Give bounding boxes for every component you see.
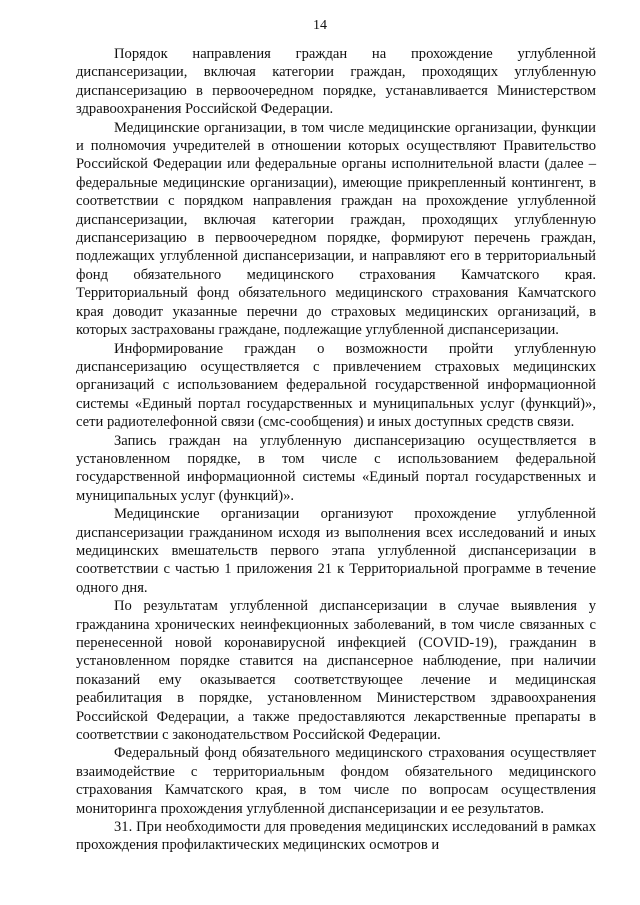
paragraph-item-31: 31. При необходимости для проведения медицинских исследований в рамках прохождения профилактических медицинских осмотров и [76, 819, 596, 854]
paragraph-medical-organizations-list: Медицинские организации, в том числе медицинские организации, функции и полномочия учредителей в отношении которых осуществляют Правительство Российской Федерации или федеральные органы исполнительной власти (далее – федеральные медицинские организации), имеющие прикрепленный контингент, в соответствии с порядком направления граждан на прохождение углубленной диспансеризации, включая категории граждан, проходящих углубленную диспансеризацию в первоочередном порядке, формируют перечень граждан, подлежащих углубленной диспансеризации, и направляют его в территориальный фонд обязательного медицинского страхования Камчатского края. Территориальный фонд обязательного медицинского страхования Камчатского края доводит указанные перечни до страховых медицинских организаций, в которых застрахованы граждане, подлежащие углубленной диспансеризации. [76, 119, 596, 339]
paragraph-referral-procedure: Порядок направления граждан на прохождение углубленной диспансеризации, включая категории граждан, проходящих углубленную диспансеризацию в первоочередном порядке, устанавливается Министерством здравоохранения Российской Федерации. [76, 46, 596, 118]
paragraph-federal-fund-monitoring: Федеральный фонд обязательного медицинского страхования осуществляет взаимодействие с территориальным фондом обязательного медицинского страхования Камчатского края, в том числе по вопросам осуществления мониторинга прохождения углубленной диспансеризации и ее результатов. [76, 745, 596, 817]
paragraph-informing-citizens: Информирование граждан о возможности пройти углубленную диспансеризацию осуществляется с привлечением страховых медицинских организаций с использованием федеральной государственной информационной системы «Единый портал государственных и муниципальных услуг (функций)», сети радиотелефонной связи (смс-сообщения) и иных доступных средств связи. [76, 340, 596, 431]
page-number: 14 [313, 18, 327, 33]
document-body [76, 45, 596, 855]
paragraph-one-day-examination: Медицинские организации организуют прохождение углубленной диспансеризации гражданином исходя из выполнения всех исследований и иных медицинских вмешательств первого этапа углубленной диспансеризации в соответствии с частью 1 приложения 21 к Территориальной программе в течение одного дня. [76, 506, 596, 596]
paragraph-results-follow-up: По результатам углубленной диспансеризации в случае выявления у гражданина хронических неинфекционных заболеваний, в том числе связанных с перенесенной новой коронавирусной инфекцией (COVID-19), гражданин в установленном порядке ставится на диспансерное наблюдение, при наличии показаний ему оказывается соответствующее лечение и медицинская реабилитация в порядке, установленном Министерством здравоохранения Российской Федерации, а также предоставляются лекарственные препараты в соответствии с законодательством Российской Федерации. [76, 598, 596, 744]
paragraph-registration: Запись граждан на углубленную диспансеризацию осуществляется в установленном порядке, в том числе с использованием федеральной государственной информационной системы «Единый портал государственных и муниципальных услуг (функций)». [76, 432, 596, 504]
